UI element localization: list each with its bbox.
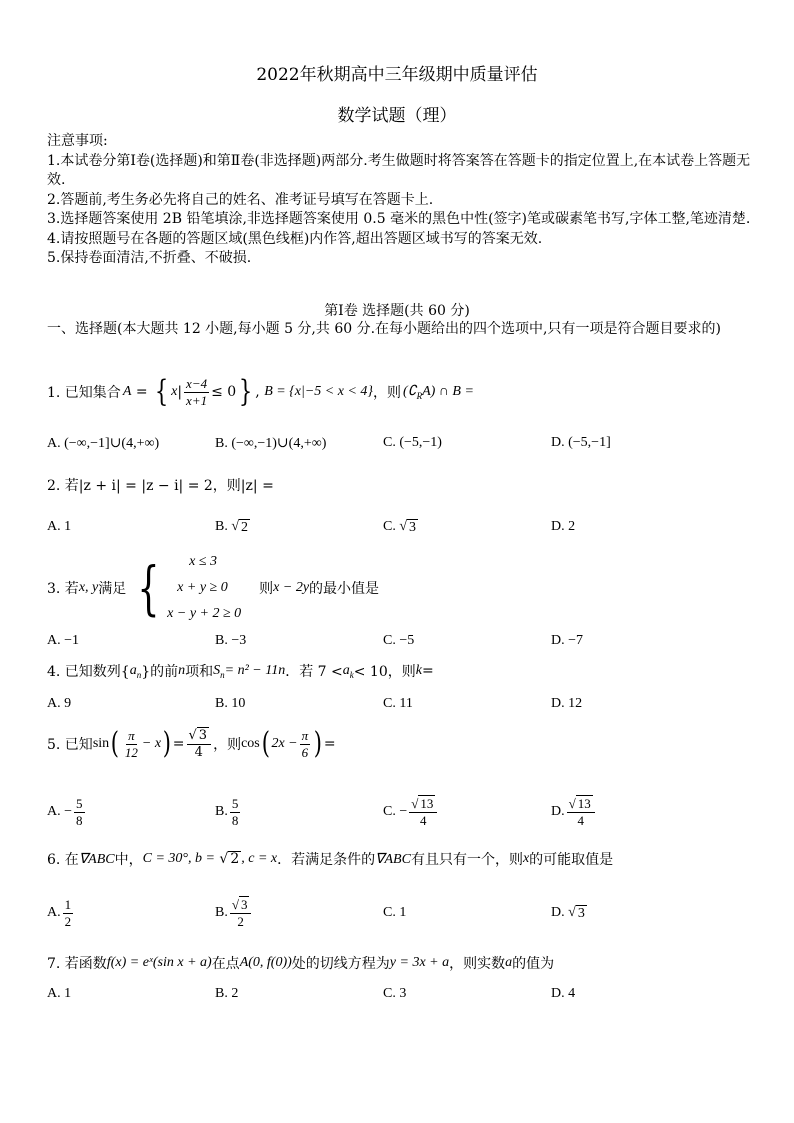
question-4 (47, 660, 759, 682)
exam-subtitle: 数学试题（理） (337, 106, 457, 126)
q7-a: a (505, 955, 513, 970)
q7-option-a[interactable]: A. 1 (47, 986, 72, 1001)
q6-text-e: 的可能取值是 (529, 852, 614, 868)
section-title: 第Ⅰ卷 选择题(共 60 分) (324, 303, 470, 319)
q7-option-d[interactable]: D. 4 (551, 986, 576, 1001)
q6-text-d: 有且只有一个，则 (410, 852, 523, 868)
q5-eq: = (172, 736, 185, 752)
notice-item-5: 5.保持卷面清洁,不折叠、不破损. (47, 250, 252, 266)
q5-fraction-pi-6: $\frac{\pi}{6}$ (301, 727, 309, 760)
q6-cond: C = 30°, b = (142, 851, 215, 866)
q7-text-a: 7. 若函数 (47, 956, 107, 972)
q3-constraint-2: x + y ≥ 0 (177, 580, 228, 595)
q6-b-rad: 2 (230, 851, 240, 867)
q6-cond2: , c = x (241, 851, 278, 866)
q1-set-a-lhs: A (122, 384, 132, 399)
notice-item-2: 2.答题前,考生务必先将自己的姓名、准考证号填写在答题卡上. (47, 191, 434, 208)
q4-sn: $S_n$ (213, 662, 225, 680)
notice-item-4: 4.请按照题号在各题的答题区域(黑色线框)内作答,超出答题区域书写的答案无效. (47, 230, 543, 247)
q1-option-c[interactable]: C. (−5,−1) (383, 435, 442, 450)
q7-option-c[interactable]: C. 3 (383, 986, 407, 1001)
q5-option-a[interactable]: A. − $\frac{5}{8}$ (47, 795, 83, 828)
q1-then: ，则 (373, 385, 402, 401)
q5-option-c[interactable]: C. − √ 13 4 (383, 797, 439, 827)
q5-option-b[interactable]: B. $\frac{5}{8}$ (215, 795, 239, 828)
q6-text-c: ．若满足条件的 (277, 852, 376, 868)
q5-twox: 2x − (271, 736, 298, 751)
q2-option-a[interactable]: A. 1 (47, 519, 72, 534)
question-2 (47, 474, 759, 496)
q6-option-a[interactable]: A. $\frac{1}{2}$ (47, 896, 72, 929)
q5-then: ，则 (213, 737, 242, 753)
notice-item-1: 1.本试卷分第Ⅰ卷(选择题)和第Ⅱ卷(非选择题)两部分.考生做题时将答案答在答题卡的指定位置上,在本试卷上答题无效. (47, 152, 751, 188)
notice-block (47, 132, 759, 269)
q3-suffix-pre: 则 (259, 581, 274, 597)
q5-option-d[interactable]: D. √ 13 4 (551, 797, 597, 827)
q6-text-b: 中， (114, 852, 143, 868)
q5-tail: = (323, 736, 336, 752)
q7-text-b: 在点 (211, 956, 240, 972)
q3-prefix: 3. 若 (47, 581, 79, 597)
q6-triangle: ∇ABC (78, 851, 115, 867)
q3-constraint-3: x − y + 2 ≥ 0 (167, 606, 242, 621)
q3-option-a[interactable]: A. −1 (47, 633, 80, 648)
question-3 (47, 548, 759, 628)
q6-option-d[interactable]: D. √ 3 (551, 905, 585, 921)
question-7 (47, 952, 759, 974)
q1-prefix: 1. 已知集合 (47, 385, 121, 401)
question-1: 1. 已知集合 A = { x | $\frac{x-4}{x+1}$ ≤ 0 } , B = {x|−5 < x < 4} ，则 $(∁_RA)$ ∩ B = (47, 374, 474, 409)
q4-text-b: }的前 (141, 664, 179, 680)
q4-option-c[interactable]: C. 11 (383, 696, 413, 711)
q7-text-c: 处的切线方程为 (291, 956, 390, 972)
q7-text-e: 的值为 (512, 956, 555, 972)
q4-text-f: = (421, 663, 434, 679)
q4-text-c: 项和 (185, 664, 214, 680)
q6-text-a: 6. 在 (47, 852, 79, 868)
q5-fraction-sqrt3-4: √ 3 4 (187, 727, 212, 761)
q6-option-b[interactable]: B. √ 3 2 (215, 898, 253, 928)
q4-formula: = n² − 11n (224, 663, 286, 678)
q6-triangle-2: ∇ABC (375, 851, 411, 867)
q1-set-b: B = {x|−5 < x < 4} (264, 384, 374, 399)
q7-option-b[interactable]: B. 2 (215, 986, 239, 1001)
q2-options (47, 516, 759, 538)
exam-title: 2022年秋期高中三年级期中质量评估 (256, 65, 538, 85)
q3-option-d[interactable]: D. −7 (551, 633, 584, 648)
q2-option-d[interactable]: D. 2 (551, 519, 576, 534)
q4-option-d[interactable]: D. 12 (551, 696, 583, 711)
question-6: 6. 在 ∇ABC 中， C = 30°, b = √ 2 , c = x ．若满足条件的 ∇ABC 有且只有一个，则 x 的可能取值是 (47, 851, 614, 868)
q6-option-c[interactable]: C. 1 (383, 905, 407, 920)
q1-set-a-rel: ≤ 0 (211, 384, 237, 400)
q1-set-a-fraction: $\frac{x-4}{x+1}$ (186, 375, 208, 408)
q1-options (47, 432, 759, 454)
q3-option-b[interactable]: B. −3 (215, 633, 247, 648)
section-intro: 一、选择题(本大题共 12 小题,每小题 5 分,共 60 分.在每小题给出的四个选项中,只有一项是符合题目要求的) (47, 321, 721, 337)
q5-prefix: 5. 已知 (47, 737, 93, 753)
q4-n: n (178, 663, 186, 678)
q5-fraction-pi-12: $\frac{\pi}{12}$ (124, 727, 138, 760)
q1-set-a-var: x (171, 384, 178, 399)
q3-constraint-1: x ≤ 3 (189, 554, 218, 569)
q3-option-c[interactable]: C. −5 (383, 633, 415, 648)
q6-x: x (522, 851, 530, 866)
q6-options (47, 898, 759, 928)
q7-func: f(x) = eˣ(sin x + a) (106, 955, 212, 970)
q5-sin: sin (92, 736, 110, 751)
q2-option-b[interactable]: B. √ 2 (215, 519, 249, 535)
q4-option-a[interactable]: A. 9 (47, 696, 72, 711)
notice-item-3: 3.选择题答案使用 2B 铅笔填涂,非选择题答案使用 0.5 毫米的黑色中性(签字)笔或碳素笔书写,字体工整,笔迹清楚. (47, 211, 751, 227)
q4-seq: $a_n$ (129, 662, 142, 680)
q3-mid: 满足 (98, 581, 127, 597)
q3-suffix-post: 的最小值是 (309, 581, 380, 597)
q2-text: 2. 若|z + i| = |z − i| = 2，则|z| = (47, 478, 274, 494)
q5-options (47, 797, 759, 827)
q1-option-a[interactable]: A. (−∞,−1]∪(4,+∞) (47, 435, 160, 451)
q5-minus-x: − x (141, 736, 162, 751)
q5-cos: cos (241, 736, 260, 751)
q4-text-e: < 10，则 (353, 664, 416, 680)
q2-option-c[interactable]: C. √ 3 (383, 519, 417, 535)
q4-text-a: 4. 已知数列{ (47, 664, 130, 680)
q7-text-d: ，则实数 (449, 956, 506, 972)
q3-system: { x ≤ 3 x + y ≥ 0 x − y + 2 ≥ 0 (130, 549, 241, 627)
q4-k: k (415, 663, 422, 678)
question-5: 5. 已知 sin ( $\frac{\pi}{12}$ − x ) = √ 3 4 ，则 cos ( 2x − $\frac{\pi}{6}$ ) = (47, 726, 336, 761)
q4-text-d: ．若 7 < (285, 664, 343, 680)
q4-ak: $a_k$ (342, 662, 354, 680)
q1-option-d[interactable]: D. (−5,−1] (551, 435, 611, 450)
q3-options (47, 630, 759, 652)
q3-vars: x, y (78, 580, 99, 595)
q7-line: y = 3x + a (389, 955, 450, 970)
notice-heading: 注意事项: (47, 133, 108, 149)
q4-options (47, 693, 759, 715)
q7-options (47, 983, 759, 1005)
q3-suffix-expr: x − 2y (273, 580, 310, 595)
q4-option-b[interactable]: B. 10 (215, 696, 246, 711)
q1-expr: $(∁_RA)$ ∩ B = (403, 384, 474, 401)
q7-point: A(0, f(0)) (239, 955, 292, 970)
q1-option-b[interactable]: B. (−∞,−1)∪(4,+∞) (215, 435, 327, 451)
